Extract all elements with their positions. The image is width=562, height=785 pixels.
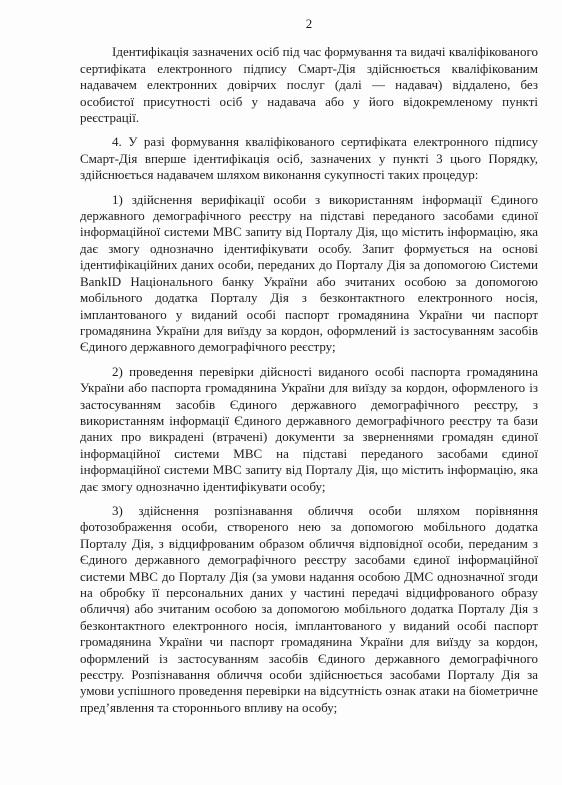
paragraph-item-4: 4. У разі формування кваліфікованого сертифіката електронного підпису Смарт-Дія вперше ідентифікація осіб, зазначених у пункті 3 цього Порядку, здійснюється надавачем шляхом виконання сукупності таких процедур:	[80, 134, 538, 183]
paragraph-subitem-2: 2) проведення перевірки дійсності виданого особі паспорта громадянина України або паспорта громадянина України для виїзду за кордон, оформленого із застосуванням засобів Єдиного державного демографічного реєстру, з використанням інформації Єдиного державного демографічного реєстру та бази даних про викрадені (втрачені) документи за зверненнями громадян єдиної інформаційної системи МВС на підставі переданого засобами єдиної інформаційної системи МВС запиту від Порталу Дія, що містить інформацію, яка дає змогу однозначно ідентифікувати особу;	[80, 363, 538, 494]
paragraph-subitem-1: 1) здійснення верифікації особи з використанням інформації Єдиного державного демографічного реєстру на підставі переданого засобами єдиної інформаційної системи МВС запиту від Порталу Дія, що містить інформацію, яка дає змогу однозначно ідентифікувати особу. Запит формується на основі ідентифікаційних даних особи, переданих до Порталу Дія за допомогою Системи BankID Національного банку України або зчитаних особою за допомогою мобільного додатка Порталу Дія з безконтактного електронного носія, імплантованого у виданий особі паспорт громадянина України чи паспорт громадянина України для виїзду за кордон, оформлений із застосуванням засобів Єдиного державного демографічного реєстру;	[80, 191, 538, 355]
paragraph-identification: Ідентифікація зазначених осіб під час формування та видачі кваліфікованого сертифіката електронного підпису Смарт-Дія здійснюється кваліфікованим надавачем електронних довірчих послуг (далі — надавач) віддалено, без особистої присутності осіб у надавача або у його відокремленому пункті реєстрації.	[80, 44, 538, 126]
page-number: 2	[305, 16, 313, 31]
paragraph-subitem-3: 3) здійснення розпізнавання обличчя особи шляхом порівняння фотозображення особи, створеного нею за допомогою мобільного додатка Порталу Дія, з відцифрованим образом обличчя відповідної особи, переданим з Єдиного державного демографічного реєстру засобами єдиної інформаційної системи МВС до Порталу Дія (за умови надання особою ДМС однозначної згоди на обробку її персональних даних у частині передачі відцифрованого образу обличчя) або зчитаним особою за допомогою мобільного додатка Порталу Дія з безконтактного електронного носія, імплантованого у виданий особі паспорт громадянина України чи паспорт громадянина України для виїзду за кордон, оформлений із застосуванням засобів Єдиного державного демографічного реєстру. Розпізнавання обличчя особи здійснюється засобами Порталу Дія за умови успішного проведення перевірки на відсутність ознак атаки на біометричне пред’явлення та стороннього впливу на особу;	[80, 502, 538, 715]
